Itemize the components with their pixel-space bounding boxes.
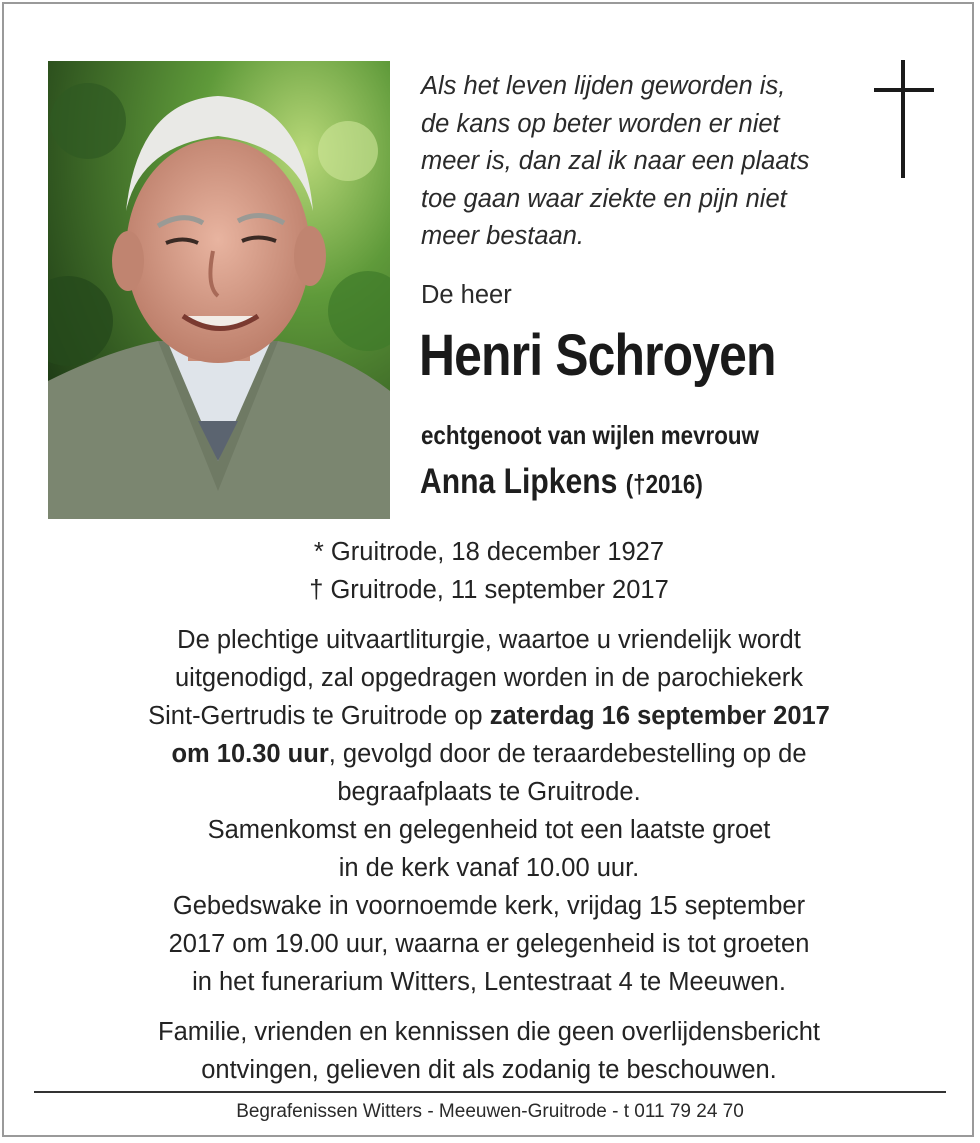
ceremony-line: in het funerarium Witters, Lentestraat 4 te Meeuwen. [192, 968, 786, 996]
family-note [30, 1013, 948, 1089]
ceremony-line: Samenkomst en gelegenheid tot een laatste groet [207, 816, 771, 844]
ceremony-line: De plechtige uitvaartliturgie, waartoe u vriendelijk wordt [177, 626, 801, 654]
ceremony-line [30, 735, 948, 773]
spouse-label: echtgenoot van wijlen mevrouw [421, 420, 759, 450]
memorial-poem [421, 68, 871, 256]
ceremony-line: 2017 om 19.00 uur, waarna er gelegenheid is tot groeten [168, 930, 810, 958]
ceremony-date: zaterdag 16 september 2017 [489, 702, 830, 730]
ceremony-time: om 10.30 uur [171, 740, 329, 768]
family-note-line: ontvingen, gelieven dit als zodanig te beschouwen. [201, 1056, 777, 1084]
spouse-death-year: (†2016) [625, 469, 703, 499]
poem-line: meer is, dan zal ik naar een plaats [421, 147, 810, 175]
ceremony-line [30, 697, 948, 735]
ceremony-line: Gebedswake in voornoemde kerk, vrijdag 15 september [172, 892, 806, 920]
deceased-name: Henri Schroyen [419, 323, 776, 388]
ceremony-text-part: Sint-Gertrudis te Gruitrode op [148, 702, 490, 730]
poem-line: de kans op beter worden er niet [421, 109, 780, 138]
ceremony-line: uitgenodigd, zal opgedragen worden in de parochiekerk [174, 664, 804, 692]
poem-line: meer bestaan. [421, 222, 585, 250]
latin-cross-icon [874, 60, 934, 178]
poem-line: Als het leven lijden geworden is, [421, 72, 786, 100]
poem-line: toe gaan waar ziekte en pijn niet [421, 184, 787, 213]
ceremony-line: in de kerk vanaf 10.00 uur. [338, 854, 640, 882]
spouse-name-text: Anna Lipkens [420, 462, 618, 501]
death-line: † Gruitrode, 11 september 2017 [309, 576, 669, 604]
spouse-name [420, 462, 703, 502]
funeral-home-footer: Begrafenissen Witters - Meeuwen-Gruitrode - t 011 79 24 70 [236, 1101, 744, 1122]
family-note-line: Familie, vrienden en kennissen die geen overlijdensbericht [158, 1018, 820, 1046]
portrait-photo [48, 61, 390, 519]
salutation: De heer [421, 281, 512, 309]
birth-line: * Gruitrode, 18 december 1927 [313, 538, 665, 566]
ceremony-text-part: , gevolgd door de teraardebestelling op de [328, 740, 807, 768]
ceremony-line: begraafplaats te Gruitrode. [337, 778, 641, 806]
life-dates [30, 533, 948, 609]
divider [34, 1091, 946, 1093]
ceremony-text [30, 621, 948, 1001]
